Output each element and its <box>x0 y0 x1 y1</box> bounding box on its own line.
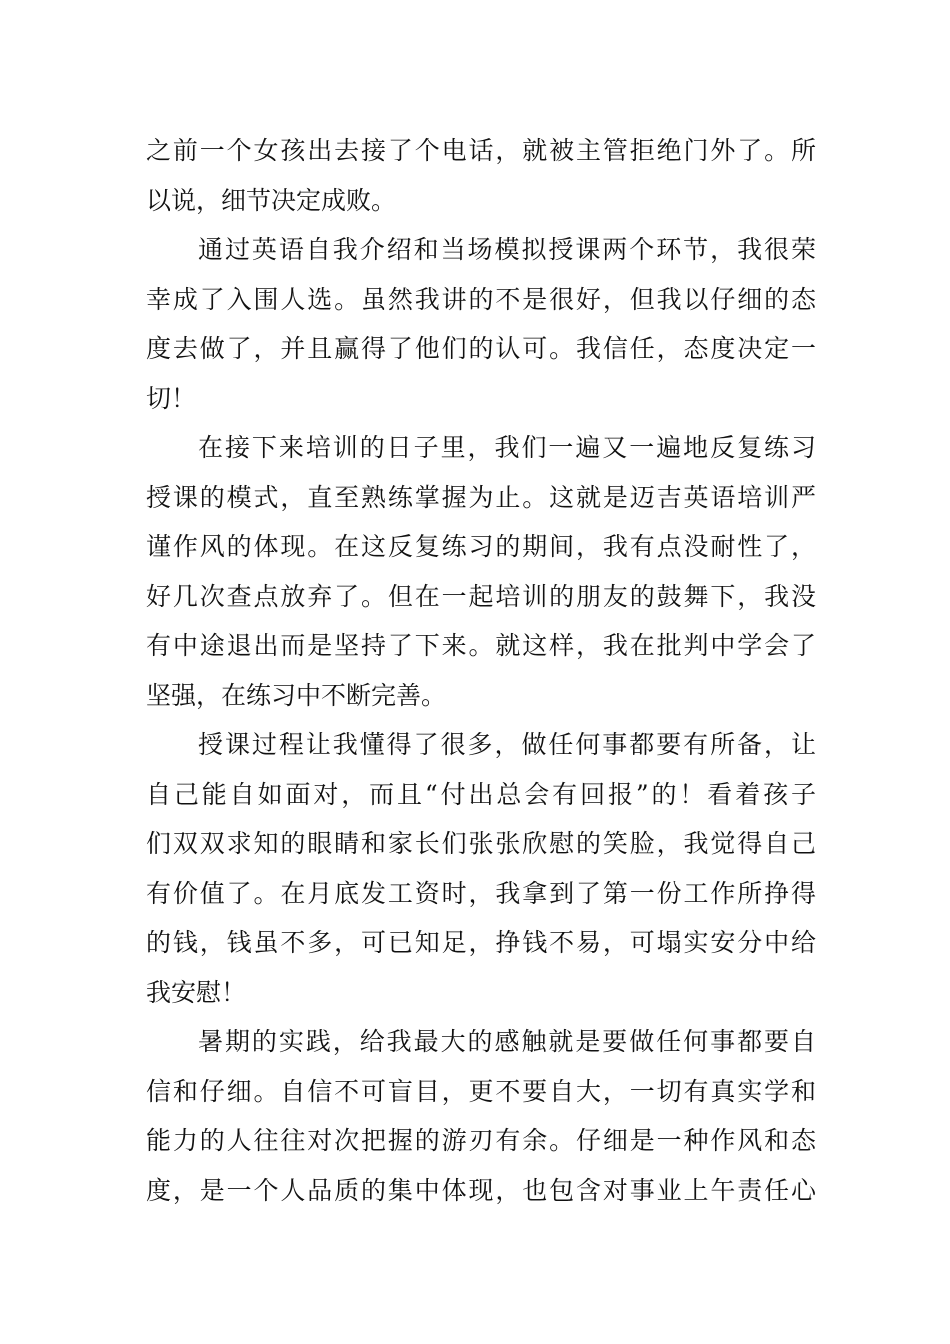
body-text <box>146 126 816 1215</box>
text-line: 之前一个女孩出去接了个电话，就被主管拒绝门外了。所 <box>146 136 816 165</box>
text-line: 我安慰！ <box>146 977 247 1007</box>
text-line: 度，是一个人品质的集中体现，也包含对事业上午责任心 <box>146 1175 816 1205</box>
text-line: 谨作风的体现。在这反复练习的期间，我有点没耐性了， <box>146 532 816 561</box>
text-line: 能力的人往往对次把握的游刃有余。仔细是一种作风和态 <box>146 1126 816 1155</box>
text-line: 的钱，钱虽不多，可已知足，挣钱不易，可塌实安分中给 <box>146 928 816 957</box>
text-line: 在接下来培训的日子里，我们一遍又一遍地反复练习 <box>198 433 816 462</box>
text-line: 好几次查点放弃了。但在一起培训的朋友的鼓舞下，我没 <box>146 581 816 611</box>
text-line: 切！ <box>146 383 197 413</box>
text-line: 有价值了。在月底发工资时，我拿到了第一份工作所挣得 <box>146 878 816 908</box>
text-line: 自己能自如面对，而且“付出总会有回报”的！看着孩子 <box>146 779 816 809</box>
text-line: 通过英语自我介绍和当场模拟授课两个环节，我很荣 <box>198 235 816 264</box>
text-line: 幸成了入围人选。虽然我讲的不是很好，但我以仔细的态 <box>146 284 816 314</box>
text-line: 授课过程让我懂得了很多，做任何事都要有所备，让 <box>198 730 816 759</box>
text-line: 有中途退出而是坚持了下来。就这样，我在批判中学会了 <box>146 631 816 660</box>
text-line: 以说，细节决定成败。 <box>146 185 397 215</box>
text-line: 信和仔细。自信不可盲目，更不要自大，一切有真实学和 <box>146 1076 816 1106</box>
paragraph <box>146 1017 816 1215</box>
paragraph <box>146 225 816 423</box>
text-line: 坚强，在练习中不断完善。 <box>146 680 447 710</box>
text-line: 暑期的实践，给我最大的感触就是要做任何事都要自 <box>198 1027 816 1056</box>
paragraph <box>146 720 816 1017</box>
text-line: 们双双求知的眼睛和家长们张张欣慰的笑脸，我觉得自己 <box>146 829 816 858</box>
paragraph <box>146 126 816 225</box>
paragraph <box>146 423 816 720</box>
text-line: 授课的模式，直至熟练掌握为止。这就是迈吉英语培训严 <box>146 482 816 512</box>
text-line: 度去做了，并且赢得了他们的认可。我信任，态度决定一 <box>146 334 816 363</box>
